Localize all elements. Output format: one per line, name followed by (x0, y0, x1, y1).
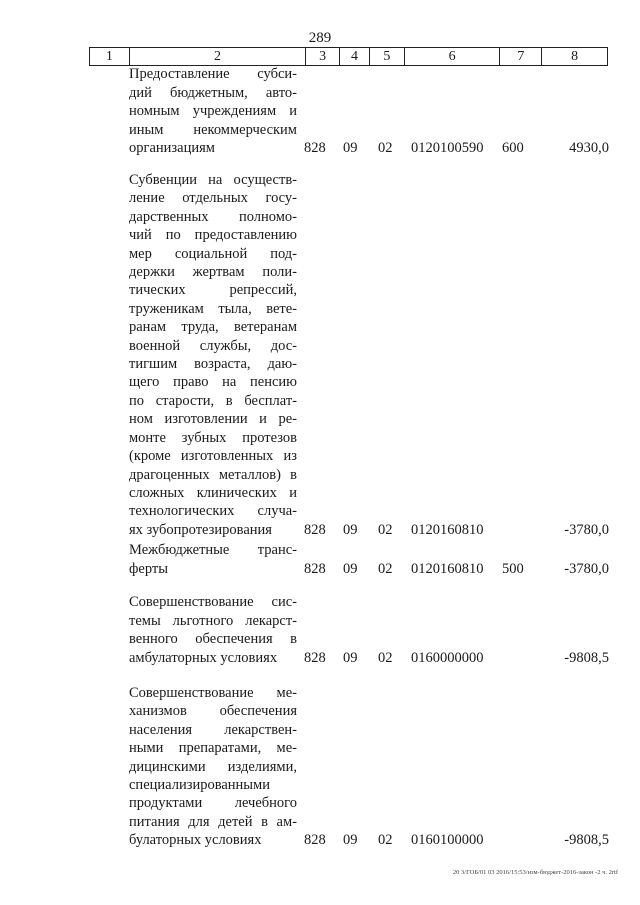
row-subsection-code: 02 (378, 560, 393, 577)
row-description-line: дий бюджетным, авто- (129, 84, 297, 101)
row-admin-code: 828 (304, 140, 326, 156)
row-target-article-code: 0120160810 (411, 560, 484, 577)
row-description-line: военной службы, дос- (129, 337, 297, 354)
row-description-line: венного обеспечения в (129, 631, 297, 647)
row-description-line: чий по предоставлению (129, 227, 297, 244)
row-description-line: дарственных полномо- (129, 208, 297, 225)
row-description-line: Предоставление субси- (129, 66, 297, 82)
row-description-line: ление отдельных госу- (129, 190, 297, 207)
row-description-line: технологических случа- (129, 503, 297, 520)
row-subsection-code: 02 (378, 521, 393, 538)
row-description-line: ном изготовлении и ре- (129, 411, 297, 428)
row-description-line: специализированными (129, 777, 270, 794)
row-description-line: сложных клинических и (129, 484, 297, 501)
row-description-line: (кроме изготовленных из (129, 448, 297, 465)
header-col-7: 7 (500, 48, 542, 65)
row-target-article-code: 0120160810 (411, 521, 484, 538)
row-description-line: продуктами лечебного (129, 795, 297, 812)
header-col-3: 3 (306, 48, 340, 65)
row-sum: -9808,5 (564, 832, 609, 849)
page-number: 289 (308, 30, 332, 46)
row-sum: -3780,0 (564, 560, 609, 577)
row-description-line: тигшим возраста, даю- (129, 356, 297, 373)
row-description-line: Межбюджетные транс- (129, 542, 297, 558)
row-description-line: монте зубных протезов (129, 429, 297, 446)
row-description-line: Совершенствование ме- (129, 685, 297, 701)
row-section-code: 09 (343, 140, 358, 156)
row-sum: -9808,5 (564, 649, 609, 666)
row-sum: -3780,0 (564, 521, 609, 538)
table-header-row (89, 47, 608, 66)
row-sum: 4930,0 (569, 140, 609, 156)
row-section-code: 09 (343, 832, 358, 849)
row-section-code: 09 (343, 521, 358, 538)
row-target-article-code: 0160100000 (411, 832, 484, 849)
row-description (129, 593, 297, 667)
row-admin-code: 828 (304, 649, 326, 666)
row-description-line: щего право на пенсию (129, 374, 297, 391)
row-description-line: организациям (129, 140, 215, 156)
row-description-line: тических репрессий, (129, 282, 297, 299)
row-subsection-code: 02 (378, 140, 393, 156)
row-description-line: мер социальной под- (129, 245, 297, 262)
row-section-code: 09 (343, 649, 358, 666)
row-subsection-code: 02 (378, 649, 393, 666)
row-target-article-code: 0120100590 (411, 140, 484, 156)
header-col-6: 6 (405, 48, 501, 65)
row-description-line: ях зубопротезирования (129, 521, 272, 538)
row-description-line: ханизмов обеспечения (129, 703, 297, 720)
row-subsection-code: 02 (378, 832, 393, 849)
row-description-line: номным учреждениям и (129, 103, 297, 119)
row-description-line: питания для детей в ам- (129, 813, 297, 830)
row-description-line: булаторных условиях (129, 832, 262, 849)
row-description-line: Субвенции на осуществ- (129, 172, 297, 188)
row-description-line: населения лекарствен- (129, 721, 297, 738)
row-expense-type-code: 500 (502, 560, 524, 577)
row-description (129, 684, 297, 850)
row-description-line: дицинскими изделиями, (129, 758, 297, 775)
row-admin-code: 828 (304, 560, 326, 577)
row-description-line: держки жертвам поли- (129, 264, 297, 281)
row-admin-code: 828 (304, 832, 326, 849)
row-expense-type-code: 600 (502, 140, 524, 156)
row-description-line: ранам труда, ветеранам (129, 319, 297, 336)
header-col-4: 4 (340, 48, 370, 65)
row-description-line: амбулаторных условиях (129, 649, 278, 666)
row-admin-code: 828 (304, 521, 326, 538)
header-col-2: 2 (130, 48, 306, 65)
row-description-line: ными препаратами, ме- (129, 740, 297, 757)
row-target-article-code: 0160000000 (411, 649, 484, 666)
row-description (129, 65, 297, 158)
row-section-code: 09 (343, 560, 358, 577)
header-col-5: 5 (370, 48, 405, 65)
row-description-line: по старости, в бесплат- (129, 392, 297, 409)
row-description-line: труженикам тыла, вете- (129, 300, 297, 317)
header-col-1: 1 (90, 48, 130, 65)
row-description (129, 541, 297, 578)
row-description-line: драгоценных металлов) в (129, 466, 297, 483)
row-description (129, 171, 297, 539)
row-description-line: темы льготного лекарст- (129, 612, 297, 629)
row-description-line: ферты (129, 560, 168, 577)
row-description-line: иным некоммерческим (129, 121, 297, 138)
header-col-8: 8 (571, 49, 579, 64)
row-description-line: Совершенствование сис- (129, 594, 297, 610)
footer-file-info: 20 3/ГОБ/01 03 2016/15:53/изм-бюджет-2016-закон -2 ч. 2rtf (452, 869, 618, 876)
